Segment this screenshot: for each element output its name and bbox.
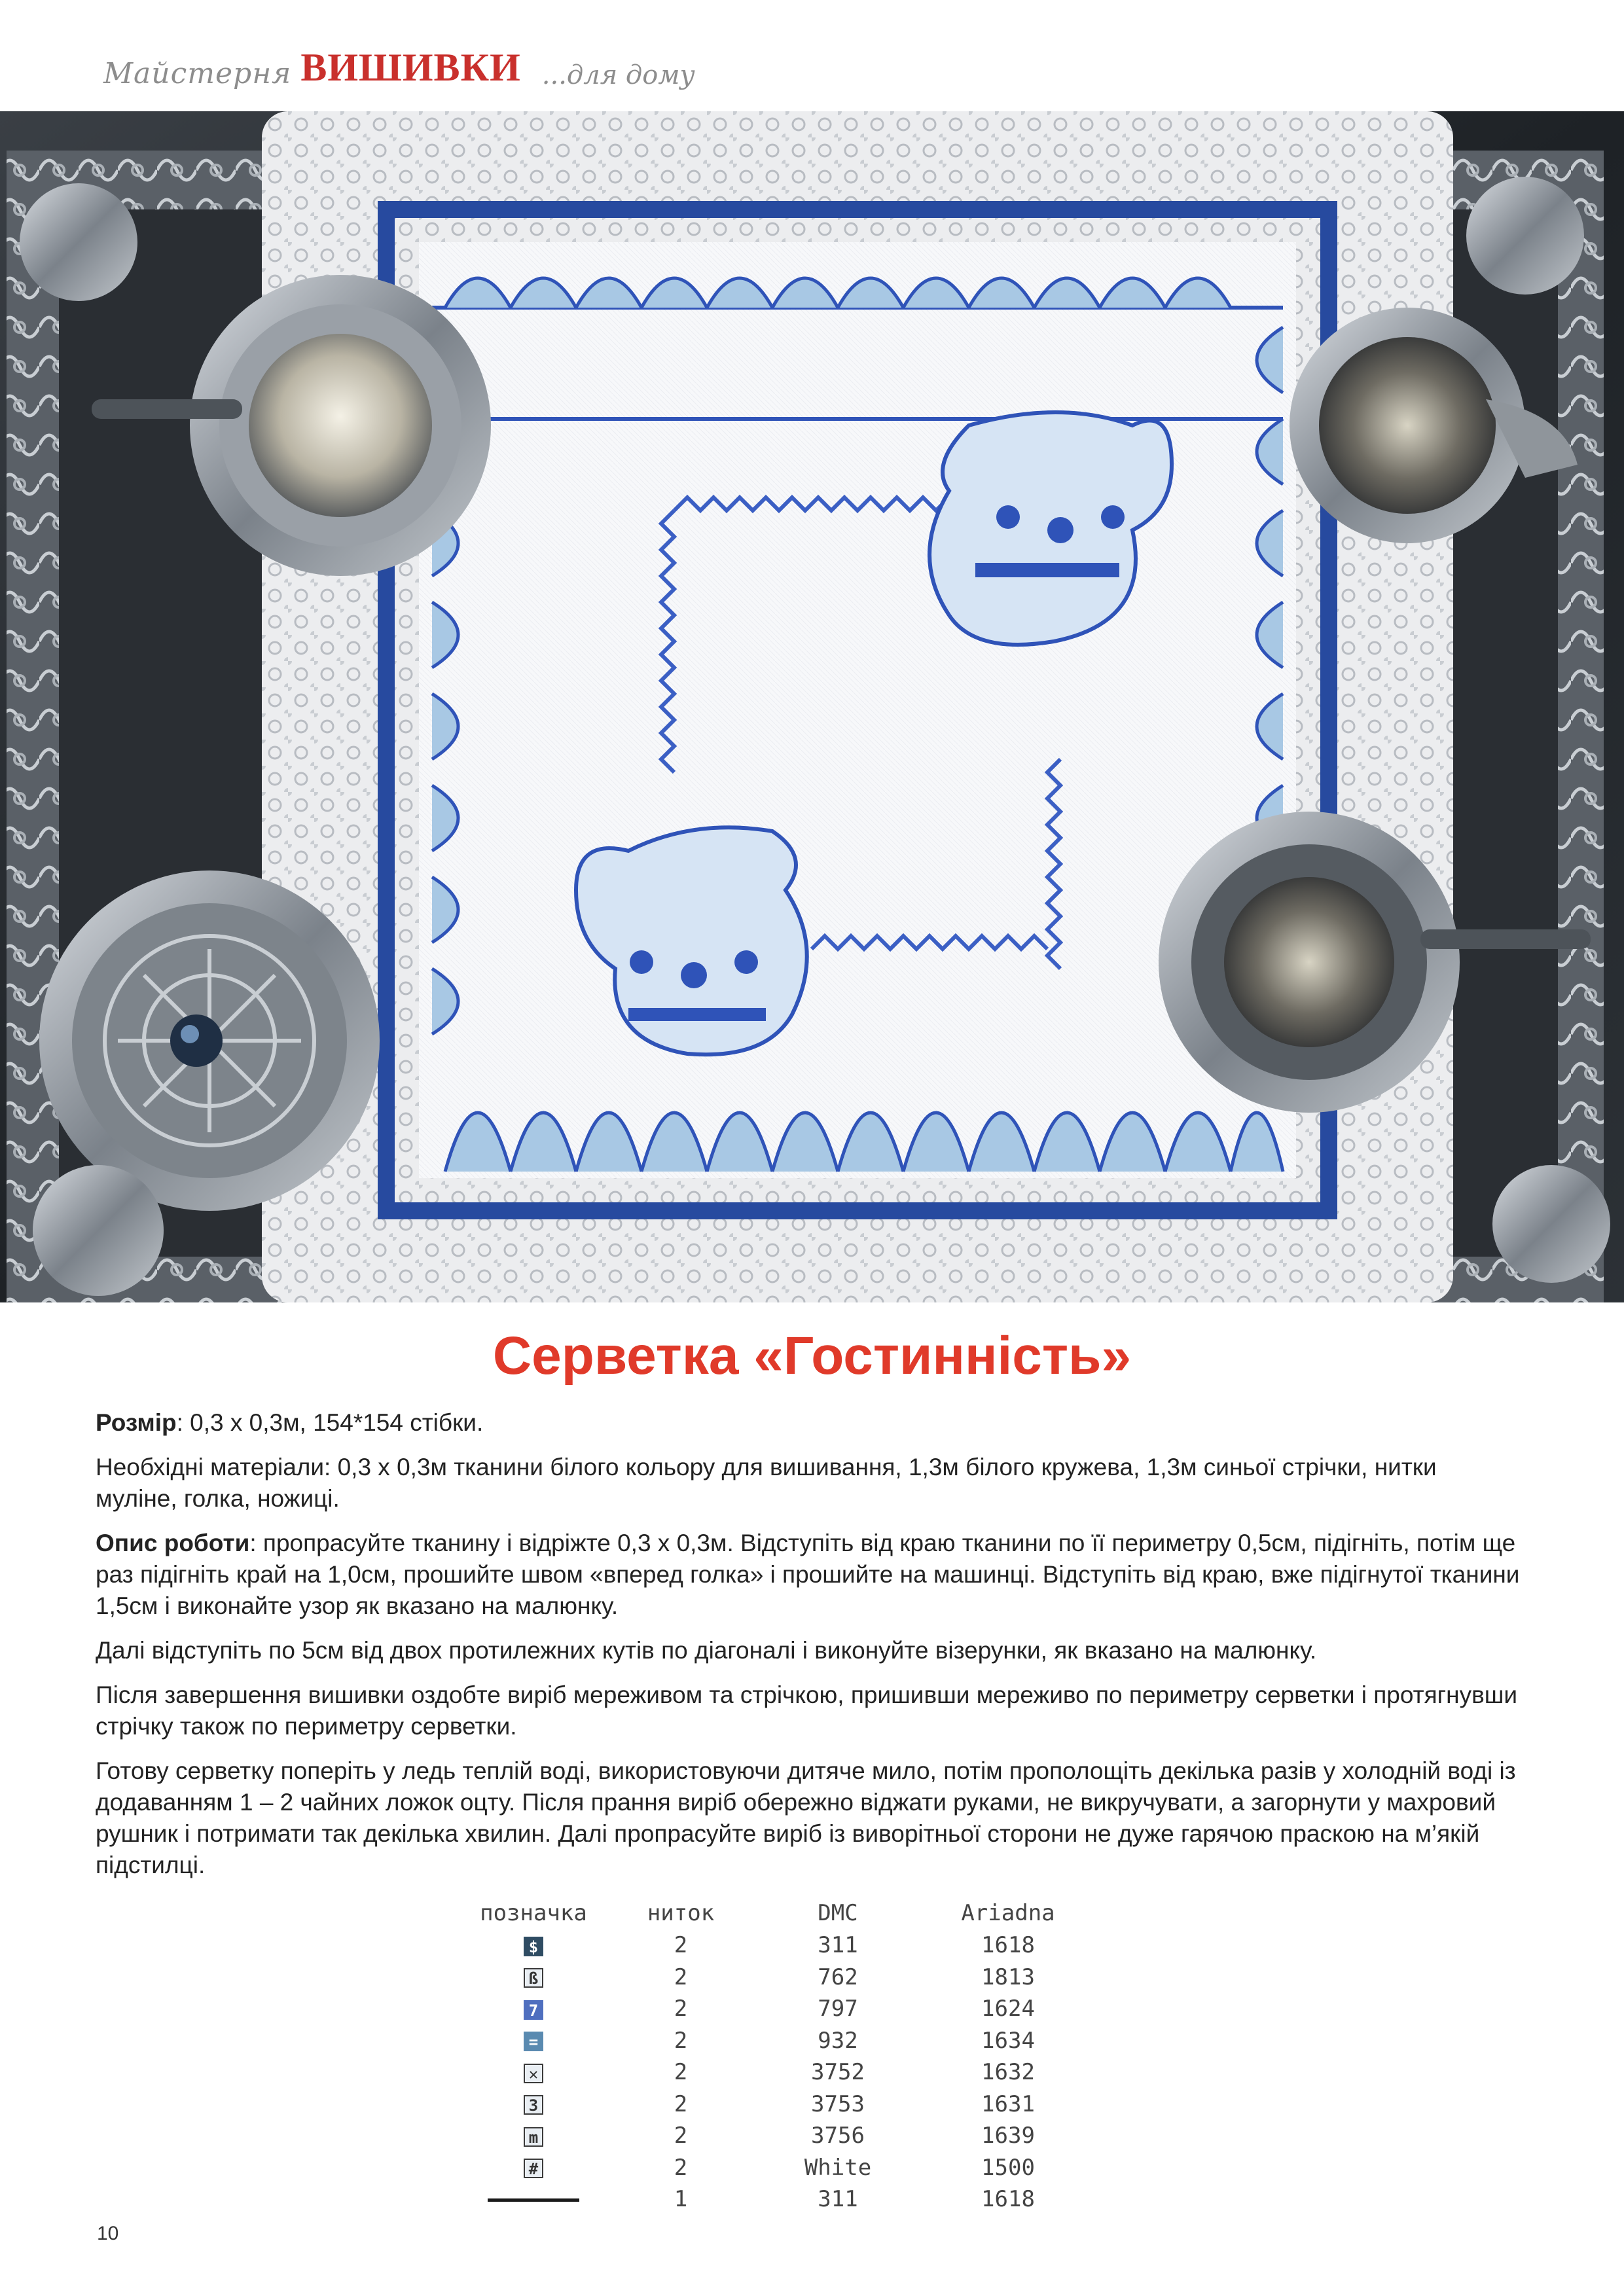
lace-paragraph: Після завершення вишивки оздобте виріб мереживом та стрічкою, пришивши мереживо по периметру серветки і протягнувши стрічку також по периметру серветки. [96,1681,1518,1740]
m-symbol-icon: m [524,2127,543,2147]
strands-cell: 2 [674,1996,688,2022]
strands-cell: 2 [674,2090,688,2117]
strands-cell: 2 [674,2123,688,2149]
header-script-suffix: ...для дому [541,60,695,90]
legend-row [458,2056,1093,2089]
ariadna-cell: 1632 [981,2059,1035,2086]
legend-row [458,1962,1093,1994]
strands-cell: 2 [674,2027,688,2054]
ariadna-cell: 1634 [981,2027,1035,2054]
legend-row [458,1993,1093,2025]
legend-row [458,2089,1093,2121]
work-label: Опис роботи [96,1530,250,1556]
dmc-cell: 311 [818,2186,858,2213]
thread-legend [458,1897,1093,2215]
strands-cell: 2 [674,2059,688,2086]
washing-paragraph: Готову серветку поперіть у ледь теплій воді, використовуючи дитяче мило, потім прополощіть декілька разів у холодній воді із додаванням 1 – 2 чайних ложок оцту. Після прання виріб обережно віджати руками, не викручувати, а загорнути у махровий рушник і потримати так декілька хвилин. Далі пропрасуйте виріб із виворітньої сторони не дуже гарячою праскою на м’якій підстилці. [96,1757,1516,1878]
dmc-cell: 3753 [811,2090,865,2117]
legend-row [458,1929,1093,1962]
ariadna-cell: 1618 [981,1932,1035,1959]
legend-table [458,1897,1093,2215]
header-script-prefix: Майстерня [103,57,292,90]
ariadna-cell: 1631 [981,2090,1035,2117]
article-title: Серветка «Гостинність» [492,1326,1132,1386]
equals-symbol-icon: = [524,2032,543,2051]
beta-symbol-icon: ß [524,1968,543,1988]
ariadna-cell: 1624 [981,1996,1035,2022]
ariadna-cell: 1618 [981,2186,1035,2213]
legend-row [458,2152,1093,2184]
materials-paragraph: Необхідні матеріали: 0,3 х 0,3м тканини білого кольору для вишивання, 1,3м білого кружева, 1,3м синьої стрічки, нитки муліне, голка, ножиці. [96,1454,1437,1512]
size-label: Розмір [96,1409,177,1436]
size-text: : 0,3 х 0,3м, 154*154 стібки. [176,1409,484,1436]
cross-symbol-icon: ✕ [524,2064,543,2083]
article-body [96,1407,1523,1894]
legend-row [458,2183,1093,2215]
header-brand: ВИШИВКИ [300,46,521,89]
diagonal-paragraph: Далі відступіть по 5см від двох протилежних кутів по діагоналі і виконуйте візерунки, як вказано на малюнку. [96,1637,1317,1664]
header-ariadna: Ariadna [961,1900,1055,1926]
page-number: 10 [97,2223,119,2244]
dmc-cell: 3756 [811,2123,865,2149]
strands-cell: 2 [674,1964,688,1990]
header-dmc: DMC [818,1900,858,1926]
legend-row [458,2120,1093,2152]
ariadna-cell: 1813 [981,1964,1035,1990]
strands-cell: 1 [674,2186,688,2213]
magazine-header [103,31,695,90]
ariadna-cell: 1639 [981,2123,1035,2149]
dollar-symbol-icon: $ [524,1937,543,1956]
dmc-cell: 932 [818,2027,858,2054]
legend-header-row [458,1897,1093,1929]
dmc-cell: 797 [818,1996,858,2022]
seven-symbol-icon: 7 [524,2000,543,2020]
hash-symbol-icon: # [524,2159,543,2178]
three-symbol-icon: 3 [524,2095,543,2115]
ariadna-cell: 1500 [981,2154,1035,2181]
dmc-cell: 3752 [811,2059,865,2086]
work-text: : пропрасуйте тканину і відріжте 0,3 х 0,3м. Відступіть від краю тканини по її периметру 0,5см, підігніть, потім ще раз підігніть край на 1,0см, прошийте швом «вперед голка» і прошийте на машинці. Відступіть від краю, вже підігнутої тканини 1,5см і виконайте узор як вказано на малюнку. [96,1530,1520,1619]
header-symbol: позначка [480,1900,587,1926]
work-paragraph [96,1528,1523,1622]
legend-row [458,2025,1093,2057]
dmc-cell: 762 [818,1964,858,1990]
dmc-cell: 311 [818,1932,858,1959]
strands-cell: 2 [674,1932,688,1959]
backstitch-line-icon [488,2198,579,2202]
embroidered-napkin-photo [0,111,1624,1302]
size-paragraph [96,1407,1523,1439]
header-strands: ниток [647,1900,715,1926]
strands-cell: 2 [674,2154,688,2181]
dmc-cell: White [804,2154,872,2181]
